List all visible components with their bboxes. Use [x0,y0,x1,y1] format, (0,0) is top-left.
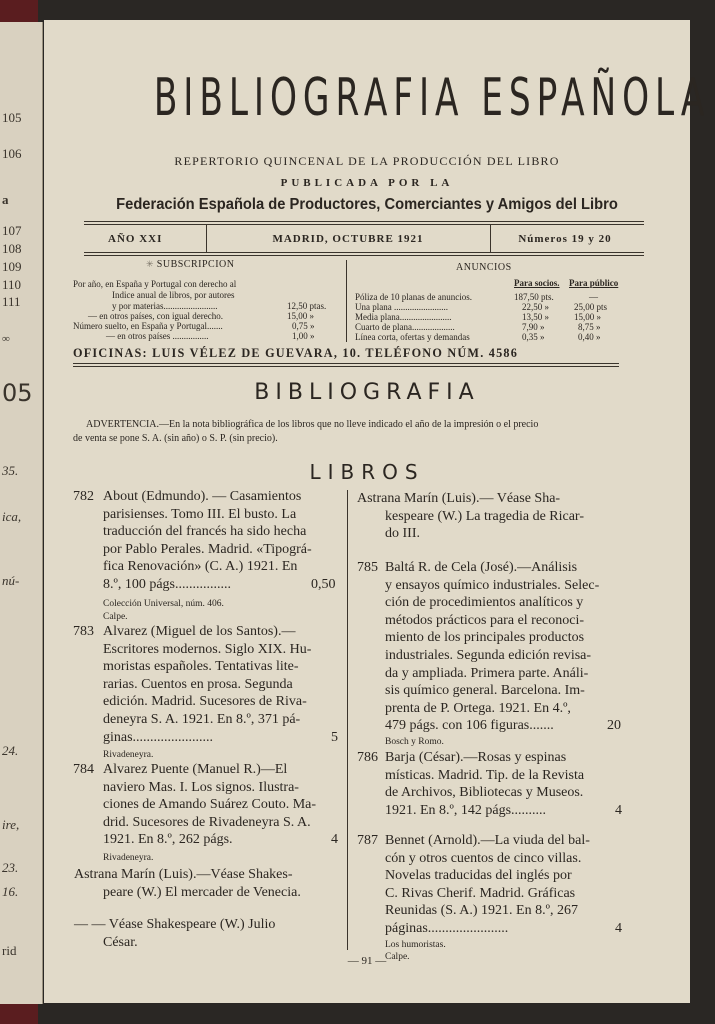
entry-785 [357,559,629,759]
left-margin-text: 107 [2,223,22,238]
entry-line: 1921. En 8.º, 262 págs. [103,832,233,848]
entry-number: 787 [357,833,378,848]
entry-line: Astrana Marín (Luis).— Véase Sha- [357,491,561,506]
entry-number: 783 [73,624,94,639]
entry-line: sis químico general. Barcelona. Im- [385,683,585,699]
masthead-subtitle: REPERTORIO QUINCENAL DE LA PRODUCCIÓN DEL LIBRO [174,154,560,168]
entry-publisher: Rivadeneyra. [103,853,154,863]
entry-publisher: Colección Universal, núm. 406. [103,599,224,609]
entry-line: 8.º, 100 págs................ [103,577,232,592]
entry-price: 5 [331,729,338,745]
ads-row: Póliza de 10 planas de anuncios. [355,292,472,302]
entry-publisher: Calpe. [103,612,128,622]
left-margin-text: nú- [2,573,20,588]
year-label: AÑO XXI [108,233,163,245]
entry-astrana-2 [73,916,343,956]
published-by: PUBLICADA POR LA [280,177,454,189]
entry-line: métodos prácticos para el reconoci- [385,612,585,628]
entry-line: Novelas traducidas del inglés por [385,868,572,884]
entry-price: 0,50 [311,577,336,592]
left-margin-text: 108 [2,241,22,256]
left-margin-text: rid [2,943,17,958]
entry-line: 1921. En 8.º, 142 págs.......... [385,802,547,818]
entry-line: Alvarez (Miguel de los Santos).— [103,624,296,639]
entry-line: kespeare (W.) La tragedia de Ricar- [385,508,584,524]
entry-line: da y ampliada. Primera parte. Análi- [385,665,589,681]
entry-line: Alvarez Puente (Manuel R.)—El [103,762,288,777]
left-margin-text: ∞ [2,333,10,345]
entry-line: páginas....................... [385,921,509,936]
ads-row: Una plana ........................ [355,302,448,312]
header-rule [84,224,644,225]
entry-astrana-3 [357,490,627,550]
entry-line: parisienses. Tomo III. El busto. La [103,506,297,522]
left-margin-text: ire, [2,817,20,832]
left-margin-text: 106 [2,146,22,161]
entry-publisher: Los humoristas. [385,940,446,950]
subscription-row: y por materias........................ [112,301,218,311]
left-margin-text: 23. [2,860,19,875]
entry-price: 4 [615,802,622,818]
subscription-row: — en otros países ................ [106,331,209,341]
ads-price: 15,00 » [574,312,601,322]
date-label: MADRID, OCTUBRE 1921 [272,233,424,245]
entry-astrana-1 [73,866,343,906]
offices-address: OFICINAS: LUIS VÉLEZ DE GUEVARA, 10. TELÉFONO NÚM. 4586 [73,345,519,360]
entry-line: miento de los principales productos [385,630,585,646]
entry-number: 786 [357,750,378,765]
entry-line: Escritores modernos. Siglo XIX. Hu- [103,641,312,657]
ads-row: Media plana....................... [355,312,452,322]
entry-line: ción de procedimientos analíticos y [385,595,584,611]
entry-line: prenta de P. Ortega. 1921. En 4.º, [385,700,571,716]
subscription-price: 12,50 ptas. [287,301,327,311]
entry-line: deneyra S. A. 1921. En 8.º, 371 pá- [103,712,301,727]
ads-price: 187,50 pts. [514,292,554,302]
ads-heading: ANUNCIOS [456,262,512,273]
left-margin-text: 24. [2,743,19,758]
journal-page [44,20,711,1003]
ads-row: Línea corta, ofertas y demandas [355,332,470,342]
entry-line: 479 págs. con 106 figuras....... [385,718,554,734]
left-margin-text: 16. [2,884,19,899]
entry-782 [73,488,343,622]
entry-line: y ensayos químico industriales. Selec- [385,577,600,593]
subscription-row: Indice anual de libros, por autores [112,290,235,300]
entry-784 [73,761,343,871]
entry-786 [357,749,629,829]
left-margin-text: 111 [2,294,21,309]
entry-line: César. [103,934,138,950]
left-margin-text: 05 [2,379,33,407]
entry-line: rarias. Cuentos en prosa. Segunda [103,676,293,692]
advert-line: ADVERTENCIA.—En la nota bibliográfica de los libros que no lleve indicado el año de la impresión o el precio [86,419,539,430]
section-title: BIBLIOGRAFIA [254,380,480,405]
entry-publisher: Calpe. [385,952,410,962]
subscription-row: — en otros países, con igual derecho. [88,311,223,321]
left-margin-text: 109 [2,259,22,274]
left-margin-text: ica, [2,509,22,524]
entry-number: 785 [357,560,378,575]
ads-price: 25,00 pts [574,302,608,312]
entry-number: 782 [73,489,94,504]
left-margin-text: 110 [2,277,22,292]
offices-rule [73,366,619,367]
entry-line: Baltá R. de Cela (José).—Análisis [385,560,578,575]
ads-price: 8,75 » [578,322,601,332]
offices-rule [73,363,619,364]
entry-line: drid. Sucesores de Rivadeneyra S. A. [103,814,311,830]
entry-line: moristas españoles. Tentativas lite- [103,659,299,675]
entry-price: 20 [607,718,621,734]
ads-price: 22,50 » [522,302,549,312]
header-rule [84,252,644,253]
entry-line: Reunidas (S. A.) 1921. En 8.º, 267 [385,903,578,919]
entry-publisher: Bosch y Romo. [385,737,444,747]
entry-line: do III. [385,526,420,542]
column-divider [347,490,348,950]
entry-line: ginas....................... [103,729,214,745]
left-margin-text: 35. [2,463,19,478]
entry-line: cón y otros cuentos de cinco villas. [385,850,582,866]
subscription-price: 1,00 » [292,331,315,341]
ads-row: Cuarto de plana................... [355,322,455,332]
entry-line: fica Renovación» (C. A.) 1921. En [103,559,298,575]
left-page-edge [0,22,43,1004]
subscription-row: Por año, en España y Portugal con derecho al [73,279,237,289]
entry-publisher: Rivadeneyra. [103,750,154,760]
advert-line: de venta se pone S. A. (sin año) o S. P. (sin precio). [73,433,278,444]
issue-label: Números 19 y 20 [518,233,612,245]
entry-line: Astrana Marín (Luis).—Véase Shakes- [74,867,293,882]
entry-line: Bennet (Arnold).—La viuda del bal- [385,833,590,848]
subscription-heading: ✳ SUBSCRIPCION [146,259,235,270]
entry-price: 4 [331,832,338,848]
entry-783 [73,623,343,760]
header-rule [84,221,644,222]
subscription-price: 15,00 » [287,311,314,321]
ads-price: 7,90 » [522,322,545,332]
star-icon: ✳ [146,259,157,269]
entry-line: peare (W.) El mercader de Venecia. [103,884,301,900]
left-margin-text: 105 [2,110,22,125]
info-divider [346,260,347,342]
ads-price: 0,35 » [522,332,545,342]
entry-line: — — Véase Shakespeare (W.) Julio [74,917,276,932]
entry-line: industriales. Segunda edición revisa- [385,648,592,663]
ads-price: 13,50 » [522,312,549,322]
subscription-row: Número suelto, en España y Portugal....... [73,321,223,331]
entry-line: Barja (César).—Rosas y espinas [385,750,567,765]
ads-price: — [589,292,598,302]
entry-line: traducción del francés ha sido hecha [103,524,307,540]
header-rule [84,255,644,256]
page-number: — 91 — [347,955,387,967]
entry-line: edición. Madrid. Sucesores de Riva- [103,694,307,710]
masthead-title: BIBLIOGRAFIA ESPAÑOLA [153,68,711,128]
entry-787 [357,832,629,972]
ads-price: 0,40 » [578,332,601,342]
entry-line: C. Rivas Cherif. Madrid. Gráficas [385,885,576,901]
entry-price: 4 [615,921,622,936]
entry-line: por Pablo Perales. Madrid. «Tipográ- [103,541,312,557]
entry-line: ciones de Amando Suárez Couto. Ma- [103,797,317,813]
ads-col-socios: Para socios. [514,278,560,288]
federation-name: Federación Española de Productores, Comerciantes y Amigos del Libro [116,196,618,213]
left-margin-text: a [2,192,9,207]
entry-line: de Archivos, Bibliotecas y Museos. [385,785,584,801]
entry-line: místicas. Madrid. Tip. de la Revista [385,767,585,783]
subscription-price: 0,75 » [292,321,315,331]
entry-line: About (Edmundo). — Casamientos [103,489,302,504]
ads-col-publico: Para público [569,278,619,288]
entry-line: naviero Mas. I. Los signos. Ilustra- [103,779,299,795]
subsection-title: LIBROS [309,460,425,484]
entry-number: 784 [73,762,94,777]
